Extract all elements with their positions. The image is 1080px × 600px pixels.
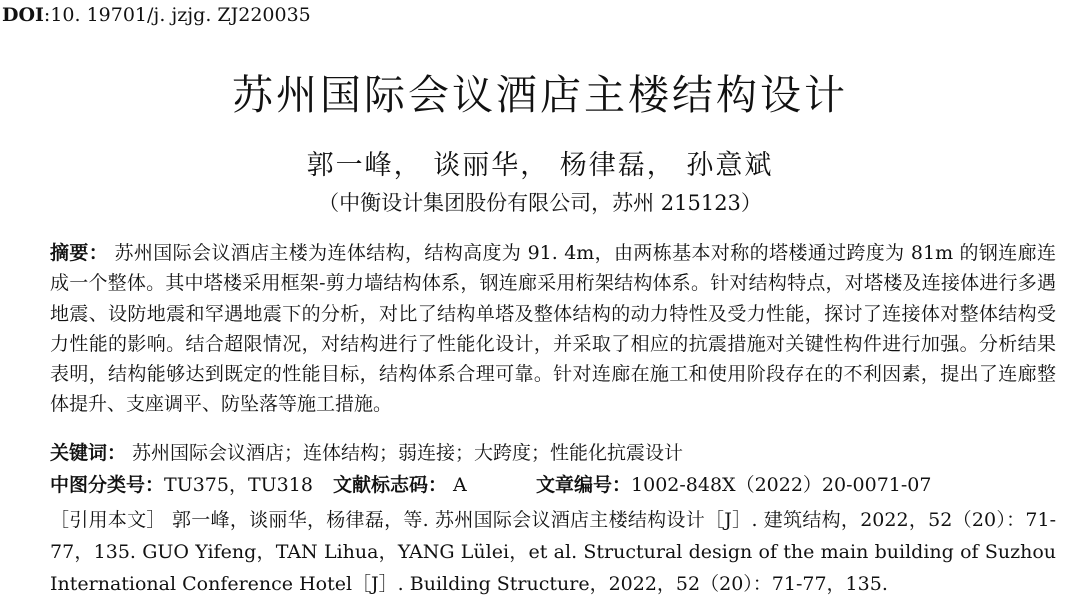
document-code-value: A [447, 474, 467, 496]
abstract-text: 苏州国际会议酒店主楼为连体结构，结构高度为 91. 4m，由两栋基本对称的塔楼通过跨度为 81m 的钢连廊连成一个整体。其中塔楼采用框架-剪力墙结构体系，钢连廊采用桁架结构体系。针对结构特点，对塔楼及连接体进行多遇地震、设防地震和罕遇地震下的分析，对比了结构单塔及整体结构的动力特性及受力性能，探讨了连接体对整体结构受力性能的影响。结合超限情况，对结构进行了性能化设计，并采取了相应的抗震措施对关键性构件进行加强。分析结果表明，结构能够达到既定的性能目标，结构体系合理可靠。针对连廊在施工和使用阶段存在的不利因素，提出了连廊整体提升、支座调平、防坠落等施工措施。 [50, 242, 1056, 416]
abstract [50, 238, 1056, 420]
clc-label: 中图分类号： [50, 474, 165, 496]
doi-line [2, 4, 311, 26]
citation-label: ［引用本文］ [50, 509, 166, 531]
paper-title: 苏州国际会议酒店主楼结构设计 [232, 71, 848, 119]
keywords [50, 438, 683, 465]
article-number-value: 1002-848X（2022）20-0071-07 [631, 474, 932, 496]
document-code-label: 文献标志码： [333, 474, 448, 496]
clc-value: TU375，TU318 [164, 474, 313, 496]
citation-text: 郭一峰，谈丽华，杨律磊，等. 苏州国际会议酒店主楼结构设计［J］. 建筑结构，2022，52（20）：71-77，135. GUO Yifeng，TAN Lihua，YANG Lülei，et al. Structural design of the main building of Suzhou International Conference Hotel［J］. Building Structure，2022，52（20）：71-77，135. [50, 509, 1056, 595]
doi-value: :10. 19701/j. jzjg. ZJ220035 [43, 4, 311, 26]
document-code [333, 470, 467, 497]
article-number [536, 470, 931, 497]
keywords-text: 苏州国际会议酒店；连体结构；弱连接；大跨度；性能化抗震设计 [126, 442, 684, 464]
clc-number [50, 470, 313, 497]
author-list: 郭一峰， 谈丽华， 杨律磊， 孙意斌 [306, 150, 774, 181]
keywords-label: 关键词： [50, 442, 127, 464]
abstract-label: 摘要： [50, 242, 109, 264]
doi-label: DOI [2, 4, 44, 26]
article-number-label: 文章编号： [536, 474, 632, 496]
affiliation: （中衡设计集团股份有限公司，苏州 215123） [318, 191, 762, 215]
citation [50, 504, 1056, 600]
